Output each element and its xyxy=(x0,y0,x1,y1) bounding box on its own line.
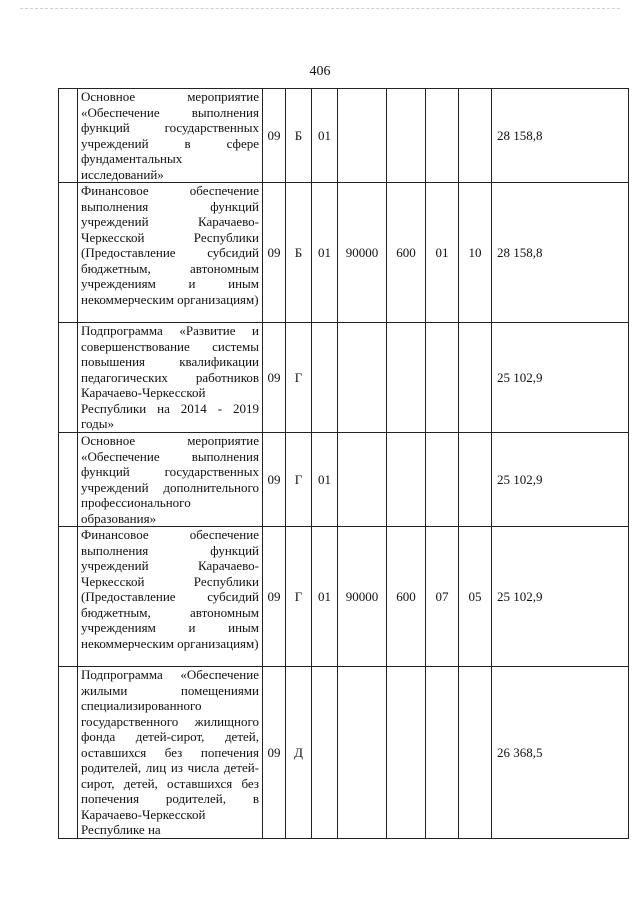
amount-cell: 25 102,9 xyxy=(492,527,629,667)
code-cell: Б xyxy=(286,89,312,183)
table-row xyxy=(59,667,629,839)
table-row xyxy=(59,323,629,433)
scan-artifact-line xyxy=(20,8,620,9)
code-cell xyxy=(459,667,492,839)
code-cell: 90000 xyxy=(338,527,387,667)
code-cell: 01 xyxy=(426,183,459,323)
page-number: 406 xyxy=(309,64,331,79)
code-cell: 09 xyxy=(263,89,286,183)
amount-cell: 25 102,9 xyxy=(492,433,629,527)
code-cell xyxy=(312,323,338,433)
code-cell: Г xyxy=(286,323,312,433)
code-cell: Г xyxy=(286,433,312,527)
code-cell xyxy=(338,323,387,433)
item-name: Финансовое обеспечение выполнения функций учреждений Карачаево-Черкесской Республики (Предоставление субсидий бюджетным, автономным учреждениям и иным некоммерческим организациям) xyxy=(81,527,259,651)
row-number-cell xyxy=(59,667,78,839)
code-cell xyxy=(338,433,387,527)
code-cell xyxy=(387,323,426,433)
code-cell: Д xyxy=(286,667,312,839)
code-cell: 05 xyxy=(459,527,492,667)
code-cell: 600 xyxy=(387,527,426,667)
item-name: Подпрограмма «Развитие и совершенствование системы повышения квалификации педагогических работников Карачаево-Черкесской Республики на 2014 - 2019 годы» xyxy=(81,323,259,431)
code-cell xyxy=(338,667,387,839)
budget-table xyxy=(58,88,629,839)
amount-cell: 28 158,8 xyxy=(492,89,629,183)
code-cell: 01 xyxy=(312,527,338,667)
table-row xyxy=(59,527,629,667)
item-name-cell xyxy=(78,667,263,839)
row-number-cell xyxy=(59,527,78,667)
table-row xyxy=(59,183,629,323)
code-cell xyxy=(312,667,338,839)
code-cell xyxy=(459,89,492,183)
code-cell: Б xyxy=(286,183,312,323)
code-cell xyxy=(459,433,492,527)
item-name: Подпрограмма «Обеспечение жилыми помещениями специализированного государственного жилищного фонда детей-сирот, детей, оставшихся без попечения родителей, лиц из числа детей-сирот, детей, оставшихся без попечения родителей, в Карачаево-Черкесской Республике на xyxy=(81,667,259,837)
code-cell: 01 xyxy=(312,433,338,527)
code-cell: Г xyxy=(286,527,312,667)
code-cell: 90000 xyxy=(338,183,387,323)
code-cell xyxy=(387,667,426,839)
amount-cell: 26 368,5 xyxy=(492,667,629,839)
code-cell: 09 xyxy=(263,183,286,323)
code-cell xyxy=(387,89,426,183)
code-cell xyxy=(338,89,387,183)
code-cell: 09 xyxy=(263,527,286,667)
amount-cell: 28 158,8 xyxy=(492,183,629,323)
item-name: Финансовое обеспечение выполнения функций учреждений Карачаево-Черкесской Республики (Предоставление субсидий бюджетным, автономным учреждениям и иным некоммерческим организациям) xyxy=(81,183,259,307)
code-cell: 09 xyxy=(263,433,286,527)
item-name-cell xyxy=(78,323,263,433)
row-number-cell xyxy=(59,183,78,323)
code-cell xyxy=(387,433,426,527)
code-cell xyxy=(426,433,459,527)
code-cell: 10 xyxy=(459,183,492,323)
item-name-cell xyxy=(78,183,263,323)
code-cell: 09 xyxy=(263,667,286,839)
code-cell xyxy=(459,323,492,433)
code-cell xyxy=(426,323,459,433)
table-row xyxy=(59,433,629,527)
row-number-cell xyxy=(59,323,78,433)
table-row xyxy=(59,89,629,183)
code-cell: 01 xyxy=(312,89,338,183)
row-number-cell xyxy=(59,433,78,527)
item-name-cell xyxy=(78,527,263,667)
code-cell xyxy=(426,667,459,839)
code-cell: 09 xyxy=(263,323,286,433)
item-name-cell xyxy=(78,89,263,183)
code-cell xyxy=(426,89,459,183)
item-name: Основное мероприятие «Обеспечение выполнения функций государственных учреждений дополнительного профессионального образования» xyxy=(81,433,259,526)
amount-cell: 25 102,9 xyxy=(492,323,629,433)
item-name: Основное мероприятие «Обеспечение выполнения функций государственных учреждений в сфере фундаментальных исследований» xyxy=(81,89,259,182)
code-cell: 600 xyxy=(387,183,426,323)
row-number-cell xyxy=(59,89,78,183)
code-cell: 01 xyxy=(312,183,338,323)
code-cell: 07 xyxy=(426,527,459,667)
item-name-cell xyxy=(78,433,263,527)
